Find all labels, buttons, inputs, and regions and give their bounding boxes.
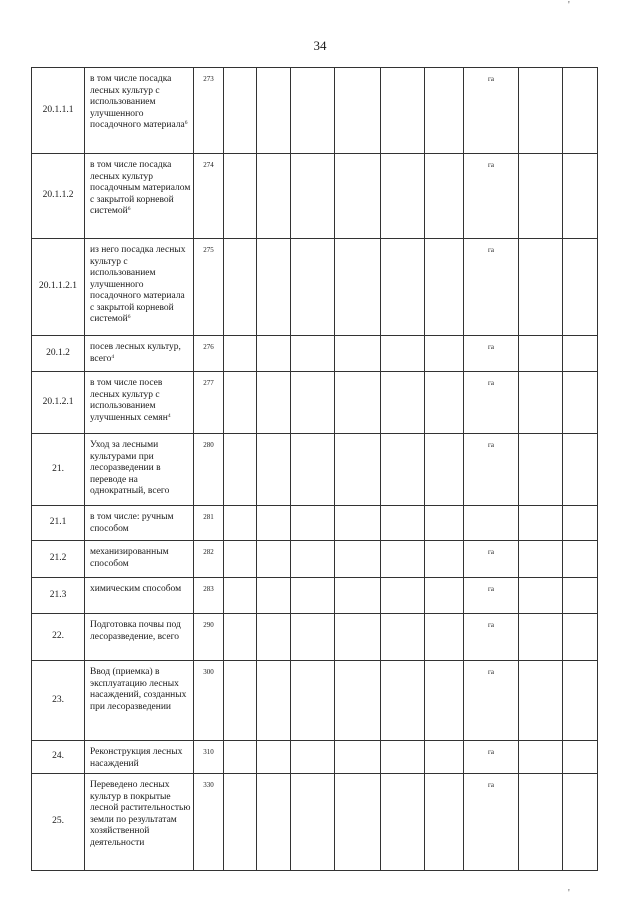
table-row [32,541,598,578]
empty-value-cell [381,578,425,614]
row-name-text: из него посадка лесных культур с использованием улучшенного посадочного материала с закрытой корневой системой [90,245,186,325]
empty-value-cell [224,372,257,434]
table-row [32,774,598,871]
page-number: 34 [313,38,327,53]
empty-value-cell [519,154,563,239]
row-unit [464,506,519,541]
empty-value-cell [425,68,464,154]
row-code: 282 [194,541,224,578]
row-name [85,434,194,506]
empty-value-cell [257,661,291,741]
table-row [32,506,598,541]
empty-value-cell [335,68,381,154]
empty-value-cell [381,614,425,661]
empty-value-cell [563,372,598,434]
empty-value-cell [291,434,335,506]
row-unit: га [464,336,519,372]
row-code: 283 [194,578,224,614]
row-name-text: Ввод (приемка) в эксплуатацию лесных насаждений, созданных при лесоразведении [90,667,187,712]
row-code: 273 [194,68,224,154]
row-code: 330 [194,774,224,871]
row-name [85,578,194,614]
empty-value-cell [257,336,291,372]
row-number: 21.2 [32,541,85,578]
empty-value-cell [257,741,291,774]
row-name [85,614,194,661]
empty-value-cell [519,68,563,154]
row-name [85,741,194,774]
empty-value-cell [563,741,598,774]
empty-value-cell [425,434,464,506]
empty-value-cell [563,614,598,661]
row-name-text: химическим способом [90,584,182,594]
row-name-text: механизированным способом [90,547,169,569]
empty-value-cell [291,336,335,372]
empty-value-cell [291,506,335,541]
row-unit: га [464,614,519,661]
empty-value-cell [425,506,464,541]
empty-value-cell [563,239,598,336]
row-number: 25. [32,774,85,871]
empty-value-cell [257,372,291,434]
footnote-marker: 6 [127,314,131,321]
row-name [85,239,194,336]
empty-value-cell [224,336,257,372]
empty-value-cell [224,578,257,614]
row-unit: га [464,541,519,578]
row-name-text: посев лесных культур, всего [90,342,181,364]
empty-value-cell [519,239,563,336]
row-code: 280 [194,434,224,506]
empty-value-cell [224,68,257,154]
row-number: 22. [32,614,85,661]
row-number: 21.3 [32,578,85,614]
empty-value-cell [563,336,598,372]
table-row [32,741,598,774]
row-name [85,336,194,372]
row-unit: га [464,774,519,871]
row-name-text: в том числе: ручным способом [90,512,174,534]
empty-value-cell [257,154,291,239]
empty-value-cell [519,336,563,372]
empty-value-cell [224,614,257,661]
empty-value-cell [425,336,464,372]
row-unit: га [464,68,519,154]
empty-value-cell [381,239,425,336]
empty-value-cell [291,661,335,741]
row-code: 276 [194,336,224,372]
row-code: 274 [194,154,224,239]
row-name [85,774,194,871]
table-row [32,336,598,372]
empty-value-cell [425,154,464,239]
report-form-table [31,67,598,871]
empty-value-cell [224,774,257,871]
row-name [85,661,194,741]
empty-value-cell [335,741,381,774]
empty-value-cell [425,239,464,336]
table-row [32,578,598,614]
empty-value-cell [425,614,464,661]
row-unit: га [464,154,519,239]
empty-value-cell [563,541,598,578]
empty-value-cell [563,506,598,541]
empty-value-cell [291,541,335,578]
row-code: 300 [194,661,224,741]
footnote-marker: 4 [167,412,171,419]
empty-value-cell [224,541,257,578]
empty-value-cell [425,661,464,741]
empty-value-cell [519,614,563,661]
empty-value-cell [563,434,598,506]
table-row [32,434,598,506]
empty-value-cell [519,578,563,614]
row-name-text: Подготовка почвы под лесоразведение, всего [90,620,181,642]
row-name [85,372,194,434]
row-number: 20.1.1.1 [32,68,85,154]
empty-value-cell [335,774,381,871]
empty-value-cell [425,741,464,774]
empty-value-cell [335,434,381,506]
row-number: 20.1.1.2.1 [32,239,85,336]
empty-value-cell [335,154,381,239]
empty-value-cell [335,239,381,336]
empty-value-cell [291,614,335,661]
empty-value-cell [519,741,563,774]
row-code: 275 [194,239,224,336]
empty-value-cell [563,68,598,154]
empty-value-cell [257,578,291,614]
row-number: 20.1.2 [32,336,85,372]
scan-mark: ' [568,888,570,899]
table-row [32,614,598,661]
empty-value-cell [519,661,563,741]
empty-value-cell [381,434,425,506]
empty-value-cell [291,774,335,871]
row-name [85,154,194,239]
empty-value-cell [519,434,563,506]
row-unit: га [464,372,519,434]
empty-value-cell [519,372,563,434]
empty-value-cell [224,239,257,336]
row-name-text: Переведено лесных культур в покрытые лесной растительностью земли по результатам хозяйственной деятельности [90,780,191,849]
row-number: 21.1 [32,506,85,541]
table-row [32,372,598,434]
empty-value-cell [335,506,381,541]
row-code: 277 [194,372,224,434]
empty-value-cell [257,614,291,661]
empty-value-cell [291,372,335,434]
empty-value-cell [519,774,563,871]
empty-value-cell [425,578,464,614]
row-unit: га [464,578,519,614]
empty-value-cell [381,541,425,578]
table-row [32,154,598,239]
empty-value-cell [563,774,598,871]
row-name-text: Реконструкция лесных насаждений [90,747,183,769]
row-number: 20.1.1.2 [32,154,85,239]
table-row [32,239,598,336]
footnote-marker: 6 [127,206,131,213]
empty-value-cell [425,541,464,578]
row-unit: га [464,741,519,774]
table-row [32,68,598,154]
empty-value-cell [291,154,335,239]
empty-value-cell [257,68,291,154]
row-name-text: в том числе посадка лесных культур посадочным материалом с закрытой корневой системой [90,160,191,217]
empty-value-cell [291,239,335,336]
row-number: 21. [32,434,85,506]
row-name-text: в том числе посадка лесных культур с использованием улучшенного посадочного материала [90,74,185,131]
row-code: 310 [194,741,224,774]
empty-value-cell [381,154,425,239]
row-unit: га [464,661,519,741]
empty-value-cell [381,372,425,434]
row-number: 24. [32,741,85,774]
row-name [85,506,194,541]
row-unit: га [464,239,519,336]
empty-value-cell [257,239,291,336]
empty-value-cell [381,774,425,871]
row-name [85,68,194,154]
empty-value-cell [381,661,425,741]
empty-value-cell [563,661,598,741]
empty-value-cell [291,68,335,154]
row-code: 281 [194,506,224,541]
empty-value-cell [257,774,291,871]
empty-value-cell [563,154,598,239]
empty-value-cell [519,541,563,578]
empty-value-cell [381,506,425,541]
scan-mark: ' [568,0,570,11]
empty-value-cell [291,741,335,774]
empty-value-cell [425,774,464,871]
empty-value-cell [381,741,425,774]
empty-value-cell [563,578,598,614]
row-number: 23. [32,661,85,741]
empty-value-cell [335,614,381,661]
row-name-text: Уход за лесными культурами при лесоразведении в переводе на однократный, всего [90,440,170,497]
row-name-text: в том числе посев лесных культур с использованием улучшенных семян [90,378,168,423]
row-unit: га [464,434,519,506]
empty-value-cell [335,661,381,741]
table-row [32,661,598,741]
row-name [85,541,194,578]
empty-value-cell [224,506,257,541]
empty-value-cell [381,68,425,154]
empty-value-cell [291,578,335,614]
empty-value-cell [335,372,381,434]
empty-value-cell [257,434,291,506]
row-code: 290 [194,614,224,661]
empty-value-cell [425,372,464,434]
empty-value-cell [257,541,291,578]
empty-value-cell [224,741,257,774]
empty-value-cell [381,336,425,372]
empty-value-cell [224,661,257,741]
empty-value-cell [224,434,257,506]
footnote-marker: 6 [184,120,188,127]
row-number: 20.1.2.1 [32,372,85,434]
empty-value-cell [335,336,381,372]
empty-value-cell [257,506,291,541]
empty-value-cell [519,506,563,541]
empty-value-cell [335,578,381,614]
empty-value-cell [224,154,257,239]
empty-value-cell [335,541,381,578]
footnote-marker: 4 [111,353,115,360]
